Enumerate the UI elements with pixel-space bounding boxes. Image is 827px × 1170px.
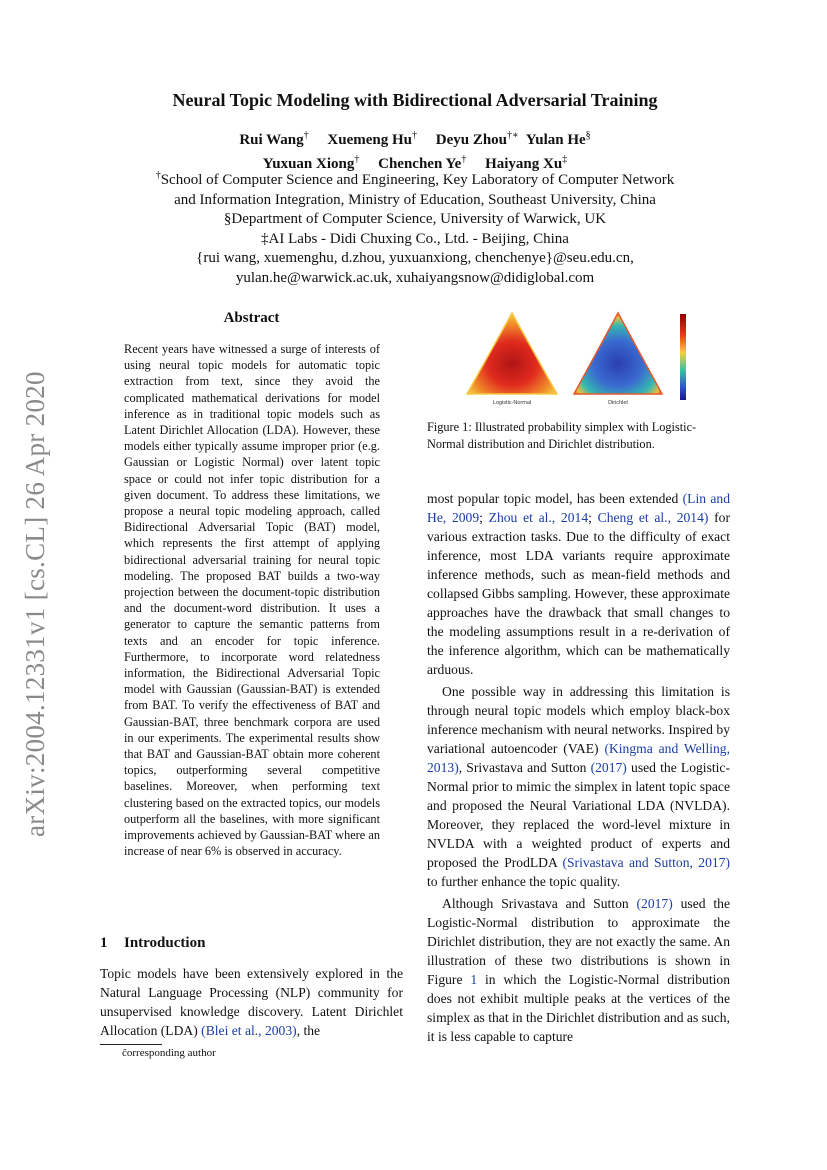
section-heading (100, 935, 205, 952)
author-name: Deyu Zhou (435, 132, 508, 148)
author-line-1 (80, 126, 750, 150)
body-paragraph: most popular topic model, has been extended (Lin and He, 2009; Zhou et al., 2014; Cheng et al., 2014) for various extraction tasks. Due to the difficulty of exact inference, most LDA variants require approximate inference methods, such as mean-field methods and collapsed Gibbs sampling. However, these approximate approaches have the drawback that small changes to the modeling assumptions result in a re-derivation of the inference algorithm, which can be mathematically arduous. (427, 491, 730, 677)
simplex-label-left: Logistic-Normal (492, 400, 532, 406)
author-name: Chenchen Ye (378, 156, 462, 172)
citation-link[interactable]: (2017) (636, 896, 673, 911)
body-paragraph: Although Srivastava and Sutton (2017) used the Logistic-Normal distribution to approximate the Dirichlet distribution, they are not exactly the same. An illustration of these two distributions is shown in Figure 1 in which the Logistic-Normal distribution does not exhibit multiple peaks at the vertices of the simplex as that in the Dirichlet distribution and as such, it is less capable to capture (427, 896, 730, 1044)
simplex-figure (462, 310, 702, 410)
citation-link[interactable]: (Blei et al., 2003) (201, 1023, 297, 1038)
author-name: Haiyang Xu (485, 156, 563, 172)
body-paragraph: One possible way in addressing this limitation is through neural topic models which employ black-box inference mechanism with neural networks. Inspired by variational autoencoder (VAE) (Kingma and Welling, 2013), Srivastava and Sutton (2017) used the Logistic-Normal prior to mimic the simplex in latent topic space and proposed the Neural Variational LDA (NVLDA). Moreover, they replaced the word-level mixture in NVLDA with a weighted product of experts and proposed the ProdLDA (Srivastava and Sutton, 2017) to further enhance the topic quality. (427, 684, 730, 889)
email-line: {rui wang, xuemenghu, d.zhou, yuxuanxiong, chenchenye}@seu.edu.cn, (196, 250, 634, 267)
figure-1 (462, 310, 702, 410)
author-name: Yulan He (525, 132, 586, 148)
author-name: Xuemeng Hu (327, 132, 412, 148)
figure-caption: Figure 1: Illustrated probability simplex with Logistic-Normal distribution and Dirichlet distribution. (427, 420, 697, 451)
simplex-label-right: Dirichlet (608, 400, 628, 406)
intro-paragraph: Topic models have been extensively explored in the Natural Language Processing (NLP) community for unsupervised knowledge discovery. Latent Dirichlet Allocation (LDA) (Blei et al., 2003), the (100, 966, 403, 1038)
citation-link[interactable]: (2017) (590, 760, 627, 775)
section-number: 1 (100, 935, 108, 951)
figure-ref-link[interactable]: 1 (470, 972, 478, 987)
affiliation-line: †School of Computer Science and Engineering, Key Laboratory of Computer Network (155, 170, 675, 188)
footnote-rule (100, 1044, 162, 1045)
arxiv-stamp: arXiv:2004.12331v1 [cs.CL] 26 Apr 2020 (20, 371, 50, 837)
section-title: Introduction (124, 935, 206, 951)
affiliation-mark: † (155, 170, 161, 181)
author-name: Yuxuan Xiong (262, 156, 355, 172)
affiliation-line: ‡AI Labs - Didi Chuxing Co., Ltd. - Beijing, China (261, 230, 569, 247)
affiliation-line: §Department of Computer Science, University of Warwick, UK (223, 211, 607, 228)
colorbar (680, 314, 686, 400)
author-mark: † (461, 154, 467, 165)
author-mark: † (303, 130, 309, 141)
author-mark: † (354, 154, 360, 165)
abstract-heading: Abstract (223, 310, 280, 326)
email-line: yulan.he@warwick.ac.uk, xuhaiyangsnow@didiglobal.com (235, 269, 595, 286)
affiliation-line: and Information Integration, Ministry of Education, Southeast University, China (174, 191, 656, 208)
author-mark: § (585, 130, 591, 141)
author-mark: †∗ (507, 130, 519, 141)
dirichlet-simplex (574, 313, 662, 394)
paper-title: Neural Topic Modeling with Bidirectional Adversarial Training (172, 90, 658, 110)
affiliation-block (80, 166, 750, 289)
citation-link[interactable]: (Kingma and Welling, 2013) (427, 741, 730, 775)
citation-link[interactable]: Zhou et al., 2014 (488, 510, 589, 525)
citation-link[interactable]: Cheng et al., 2014) (597, 510, 709, 525)
author-mark: ‡ (562, 154, 568, 165)
citation-link[interactable]: (Lin and He, 2009 (427, 491, 730, 525)
author-mark: † (412, 130, 417, 141)
footnote: ĉorresponding author (122, 1047, 216, 1059)
right-column (427, 489, 730, 1046)
logistic-normal-simplex (467, 313, 557, 394)
citation-link[interactable]: (Srivastava and Sutton, 2017) (562, 855, 730, 870)
author-name: Rui Wang (239, 132, 304, 148)
abstract-text: Recent years have witnessed a surge of interests of using neural topic models for automatic topic extraction from text, since they avoid the complicated mathematical derivations for model inference as in traditional topic models such as Latent Dirichlet Allocation (LDA). However, these models either typically assume improper prior (e.g. Gaussian or Logistic Normal) over latent topic space or could not infer topic distribution for a given document. To address these limitations, we propose a neural topic modeling approach, called Bidirectional Adversarial Topic (BAT) model, which represents the first attempt of applying bidirectional adversarial training for neural topic modeling. The proposed BAT builds a two-way projection between the document-topic distribution and the document-word distribution. It uses a generator to capture the semantic patterns from texts and an encoder for topic inference. Furthermore, to incorporate word relatedness information, the Bidirectional Adversarial Topic model with Gaussian (Gaussian-BAT) is extended from BAT. To verify the effectiveness of BAT and Gaussian-BAT, three benchmark corpora are used in our experiments. The experimental results show that BAT and Gaussian-BAT obtain more coherent topics, outperforming several competitive baselines. Moreover, when performing text clustering based on the extracted topics, our models outperform all the baselines, with more significant improvements achieved by Gaussian-BAT where an increase of near 6% is observed in accuracy. (124, 342, 380, 859)
